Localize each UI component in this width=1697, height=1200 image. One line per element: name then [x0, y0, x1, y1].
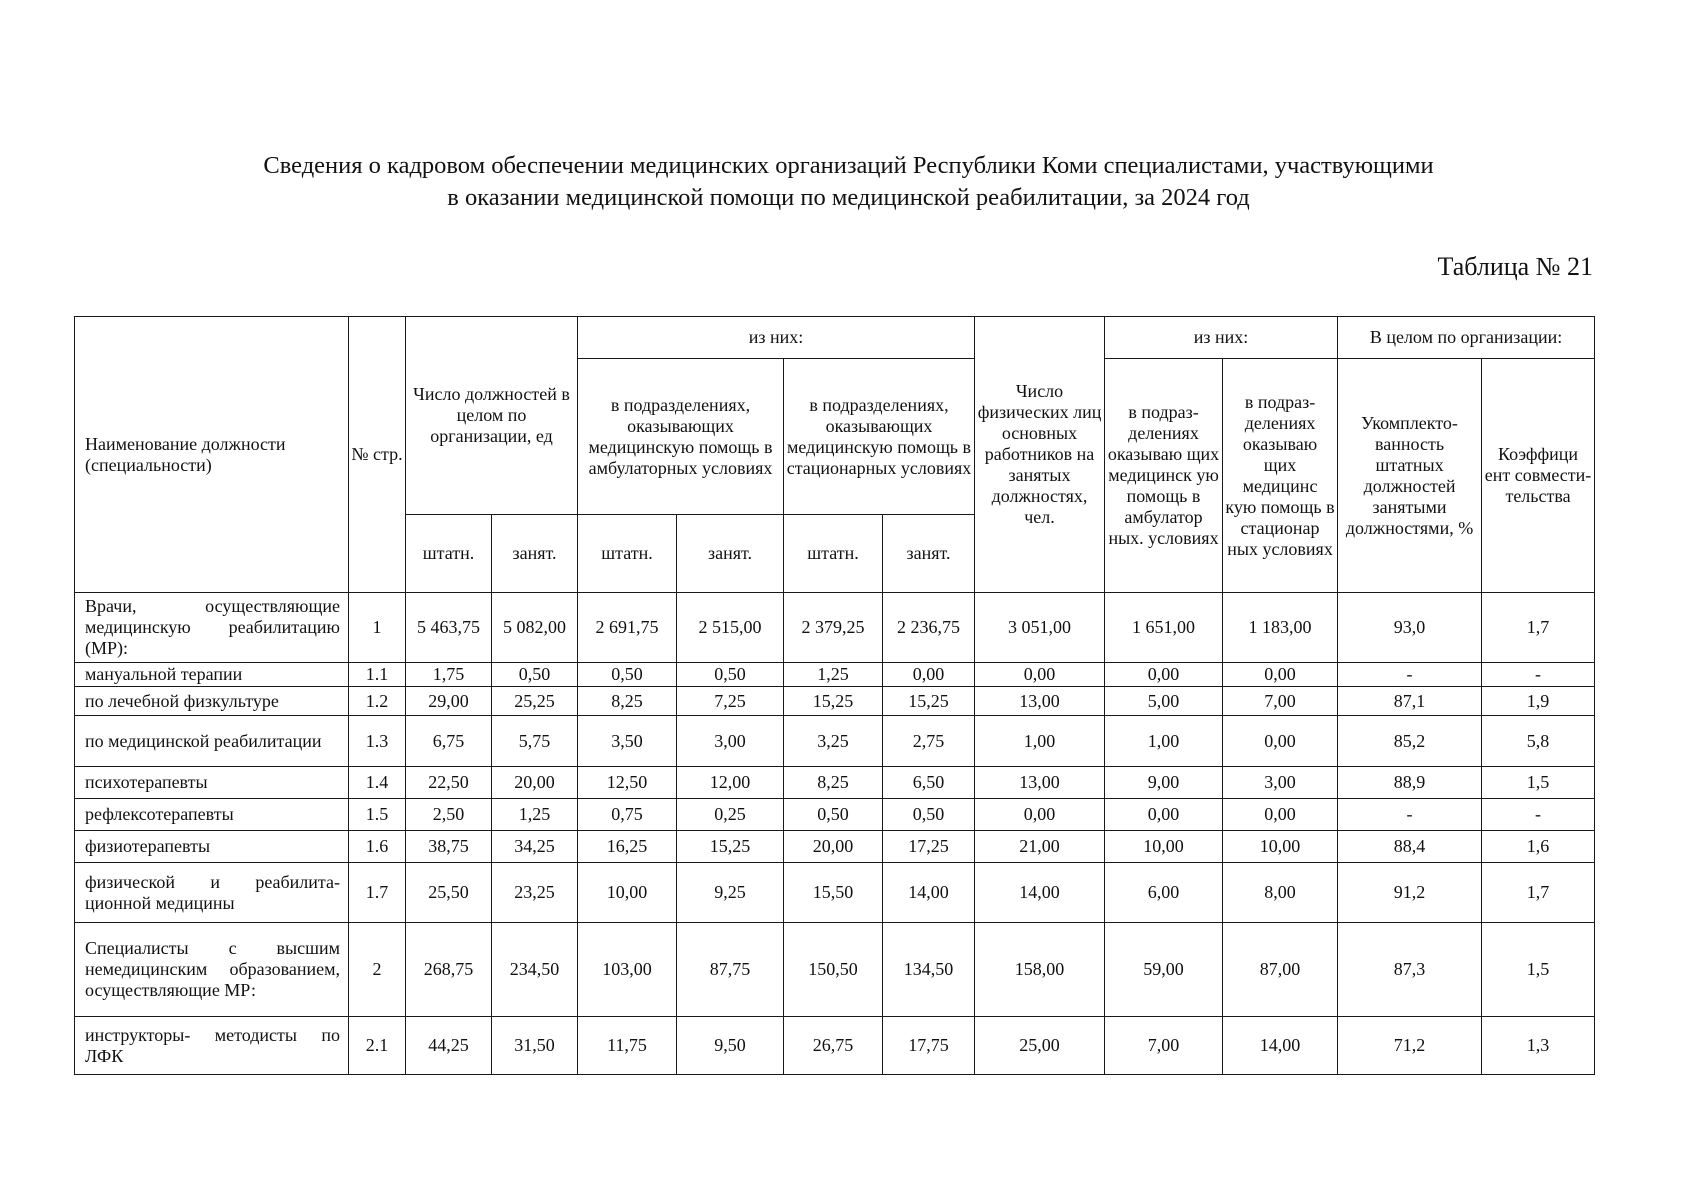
- row-value: 1,00: [1105, 716, 1223, 767]
- row-value: 31,50: [492, 1017, 578, 1075]
- row-value: 7,00: [1223, 687, 1338, 716]
- row-value: -: [1338, 799, 1482, 831]
- row-value: 12,50: [578, 767, 677, 799]
- title-line-2: в оказании медицинской помощи по медицинской реабилитации, за 2024 год: [447, 184, 1250, 211]
- document-title: [0, 150, 1697, 214]
- row-value: 91,2: [1338, 863, 1482, 923]
- row-value: 1,75: [406, 663, 492, 687]
- row-value: 9,25: [677, 863, 784, 923]
- row-value: 6,75: [406, 716, 492, 767]
- row-value: 7,25: [677, 687, 784, 716]
- row-value: 0,50: [883, 799, 975, 831]
- row-value: 5 463,75: [406, 593, 492, 663]
- row-value: 10,00: [1223, 831, 1338, 863]
- row-value: 14,00: [1223, 1017, 1338, 1075]
- row-value: 14,00: [975, 863, 1105, 923]
- row-value: 9,50: [677, 1017, 784, 1075]
- row-number: 1.1: [349, 663, 406, 687]
- row-value: 14,00: [883, 863, 975, 923]
- row-value: 8,00: [1223, 863, 1338, 923]
- row-value: 1 651,00: [1105, 593, 1223, 663]
- row-value: 1,7: [1482, 863, 1595, 923]
- row-value: 0,00: [975, 799, 1105, 831]
- header-persons-inp: в подраз-делениях оказываю щих медицинс кую помощь в стационар ных условиях: [1223, 359, 1338, 593]
- row-value: 0,50: [578, 663, 677, 687]
- row-value: 15,50: [784, 863, 883, 923]
- row-value: 158,00: [975, 923, 1105, 1017]
- row-number: 1.3: [349, 716, 406, 767]
- table-row: [75, 687, 1595, 716]
- row-value: 1,7: [1482, 593, 1595, 663]
- row-value: 1,00: [975, 716, 1105, 767]
- row-value: 268,75: [406, 923, 492, 1017]
- row-value: 0,75: [578, 799, 677, 831]
- table-row: [75, 593, 1595, 663]
- row-value: 87,3: [1338, 923, 1482, 1017]
- row-value: 3,00: [677, 716, 784, 767]
- row-value: 3,25: [784, 716, 883, 767]
- row-value: 23,25: [492, 863, 578, 923]
- header-occupied-inp: занят.: [883, 515, 975, 593]
- row-value: 7,00: [1105, 1017, 1223, 1075]
- row-value: 1,6: [1482, 831, 1595, 863]
- row-value: 0,00: [1105, 663, 1223, 687]
- row-value: 134,50: [883, 923, 975, 1017]
- row-number: 2: [349, 923, 406, 1017]
- row-value: 5,75: [492, 716, 578, 767]
- row-value: 25,50: [406, 863, 492, 923]
- row-value: 0,00: [883, 663, 975, 687]
- row-value: 2 691,75: [578, 593, 677, 663]
- row-value: 22,50: [406, 767, 492, 799]
- row-number: 1.7: [349, 863, 406, 923]
- row-value: 8,25: [578, 687, 677, 716]
- row-value: 87,1: [1338, 687, 1482, 716]
- row-value: -: [1482, 663, 1595, 687]
- header-persons: Число физических лиц основных работников на занятых должностях, чел.: [975, 317, 1105, 593]
- row-value: 1 183,00: [1223, 593, 1338, 663]
- row-value: 2 515,00: [677, 593, 784, 663]
- row-value: 16,25: [578, 831, 677, 863]
- header-occupied-total: занят.: [492, 515, 578, 593]
- table-row: [75, 1017, 1595, 1075]
- header-staff-inp: штатн.: [784, 515, 883, 593]
- row-value: -: [1338, 663, 1482, 687]
- row-name: рефлексотерапевты: [75, 799, 349, 831]
- row-number: 2.1: [349, 1017, 406, 1075]
- row-name: физиотерапевты: [75, 831, 349, 863]
- row-value: 17,75: [883, 1017, 975, 1075]
- header-of-them-2: из них:: [1105, 317, 1338, 359]
- row-value: 8,25: [784, 767, 883, 799]
- row-value: 0,50: [677, 663, 784, 687]
- row-name: физической и реабилита-ционной медицины: [75, 863, 349, 923]
- row-value: 0,00: [1223, 799, 1338, 831]
- row-value: 29,00: [406, 687, 492, 716]
- row-value: 12,00: [677, 767, 784, 799]
- row-value: 93,0: [1338, 593, 1482, 663]
- header-org-whole: В целом по организации:: [1338, 317, 1595, 359]
- row-value: 88,9: [1338, 767, 1482, 799]
- row-value: 20,00: [492, 767, 578, 799]
- row-value: 87,75: [677, 923, 784, 1017]
- row-value: 11,75: [578, 1017, 677, 1075]
- row-value: 103,00: [578, 923, 677, 1017]
- row-value: 0,00: [1105, 799, 1223, 831]
- table-row: [75, 923, 1595, 1017]
- row-value: 10,00: [578, 863, 677, 923]
- table-row: [75, 716, 1595, 767]
- table-row: [75, 831, 1595, 863]
- row-value: 85,2: [1338, 716, 1482, 767]
- row-value: 20,00: [784, 831, 883, 863]
- row-value: 88,4: [1338, 831, 1482, 863]
- staffing-table: [74, 316, 1595, 1075]
- row-value: 9,00: [1105, 767, 1223, 799]
- row-number: 1.5: [349, 799, 406, 831]
- row-value: -: [1482, 799, 1595, 831]
- row-value: 0,25: [677, 799, 784, 831]
- row-value: 15,25: [677, 831, 784, 863]
- row-value: 21,00: [975, 831, 1105, 863]
- row-number: 1: [349, 593, 406, 663]
- row-value: 1,5: [1482, 767, 1595, 799]
- row-value: 6,00: [1105, 863, 1223, 923]
- row-value: 87,00: [1223, 923, 1338, 1017]
- header-ambulatory: в подразделениях, оказывающих медицинскую помощь в амбулаторных условиях: [578, 359, 784, 515]
- row-value: 2 379,25: [784, 593, 883, 663]
- row-value: 1,5: [1482, 923, 1595, 1017]
- row-number: 1.6: [349, 831, 406, 863]
- table-number-label: Таблица № 21: [1437, 252, 1593, 281]
- row-value: 1,9: [1482, 687, 1595, 716]
- header-positions-total: Число должностей в целом по организации, ед: [406, 317, 578, 515]
- row-value: 13,00: [975, 767, 1105, 799]
- header-staff-total: штатн.: [406, 515, 492, 593]
- header-inpatient: в подразделениях, оказывающих медицинскую помощь в стационарных условиях: [784, 359, 975, 515]
- header-row-no: № стр.: [349, 317, 406, 593]
- row-value: 44,25: [406, 1017, 492, 1075]
- row-value: 5 082,00: [492, 593, 578, 663]
- row-value: 2,75: [883, 716, 975, 767]
- row-value: 15,25: [784, 687, 883, 716]
- row-value: 1,25: [784, 663, 883, 687]
- header-persons-amb: в подраз-делениях оказываю щих медицинск ую помощь в амбулатор ных. условиях: [1105, 359, 1223, 593]
- row-value: 2 236,75: [883, 593, 975, 663]
- row-value: 3 051,00: [975, 593, 1105, 663]
- row-value: 0,00: [975, 663, 1105, 687]
- row-value: 0,50: [492, 663, 578, 687]
- row-value: 5,8: [1482, 716, 1595, 767]
- row-value: 150,50: [784, 923, 883, 1017]
- row-value: 0,00: [1223, 663, 1338, 687]
- row-value: 6,50: [883, 767, 975, 799]
- row-value: 15,25: [883, 687, 975, 716]
- row-value: 59,00: [1105, 923, 1223, 1017]
- table-header: [75, 317, 1595, 593]
- row-value: 17,25: [883, 831, 975, 863]
- row-number: 1.4: [349, 767, 406, 799]
- header-staffing: Укомплекто-ванность штатных должностей занятыми должностями, %: [1338, 359, 1482, 593]
- header-name: Наименование должности (специальности): [75, 317, 349, 593]
- header-of-them-1: из них:: [578, 317, 975, 359]
- row-value: 3,00: [1223, 767, 1338, 799]
- row-name: мануальной терапии: [75, 663, 349, 687]
- row-name: психотерапевты: [75, 767, 349, 799]
- row-value: 5,00: [1105, 687, 1223, 716]
- row-value: 13,00: [975, 687, 1105, 716]
- row-name: по лечебной физкультуре: [75, 687, 349, 716]
- row-value: 0,50: [784, 799, 883, 831]
- row-value: 25,25: [492, 687, 578, 716]
- table-row: [75, 663, 1595, 687]
- title-line-1: Сведения о кадровом обеспечении медицинских организаций Республики Коми специалистами, участвующими: [263, 152, 1434, 179]
- table-body: [75, 593, 1595, 1075]
- table-row: [75, 767, 1595, 799]
- row-value: 0,00: [1223, 716, 1338, 767]
- row-value: 234,50: [492, 923, 578, 1017]
- row-value: 1,3: [1482, 1017, 1595, 1075]
- header-coef: Коэффици ент совмести-тельства: [1482, 359, 1595, 593]
- row-value: 10,00: [1105, 831, 1223, 863]
- row-name: инструкторы- методисты по ЛФК: [75, 1017, 349, 1075]
- header-occupied-amb: занят.: [677, 515, 784, 593]
- table-row: [75, 799, 1595, 831]
- row-number: 1.2: [349, 687, 406, 716]
- table-row: [75, 863, 1595, 923]
- header-staff-amb: штатн.: [578, 515, 677, 593]
- row-value: 38,75: [406, 831, 492, 863]
- row-value: 3,50: [578, 716, 677, 767]
- row-value: 26,75: [784, 1017, 883, 1075]
- row-value: 2,50: [406, 799, 492, 831]
- row-value: 34,25: [492, 831, 578, 863]
- row-value: 1,25: [492, 799, 578, 831]
- row-name: Специалисты с высшим немедицинским образованием, осуществляющие МР:: [75, 923, 349, 1017]
- row-value: 25,00: [975, 1017, 1105, 1075]
- row-name: по медицинской реабилитации: [75, 716, 349, 767]
- row-name: Врачи, осуществляющие медицинскую реабилитацию (МР):: [75, 593, 349, 663]
- row-value: 71,2: [1338, 1017, 1482, 1075]
